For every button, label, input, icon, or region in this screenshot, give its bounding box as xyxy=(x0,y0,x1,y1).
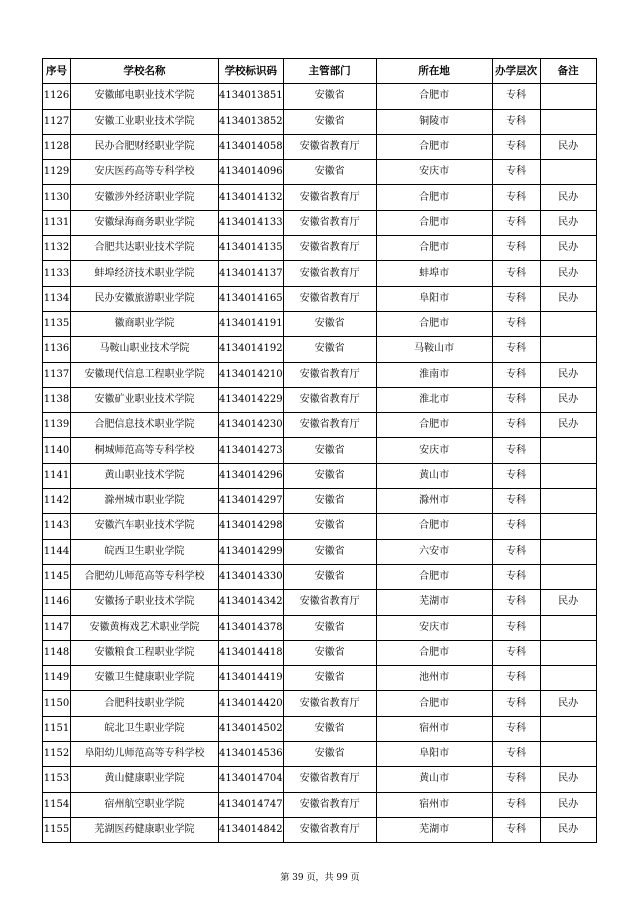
location-cell: 合肥市 xyxy=(376,564,492,589)
index-cell: 1129 xyxy=(43,160,71,185)
header-school-code: 学校标识码 xyxy=(219,59,284,84)
school-code-cell: 4134014297 xyxy=(219,489,284,514)
school-code-cell: 4134014419 xyxy=(219,666,284,691)
header-location: 所在地 xyxy=(376,59,492,84)
location-cell: 淮北市 xyxy=(376,387,492,412)
index-cell: 1130 xyxy=(43,185,71,210)
header-department: 主管部门 xyxy=(283,59,376,84)
school-code-cell: 4134014210 xyxy=(219,362,284,387)
department-cell: 安徽省教育厅 xyxy=(283,387,376,412)
location-cell: 铜陵市 xyxy=(376,109,492,134)
index-cell: 1154 xyxy=(43,792,71,817)
school-code-cell: 4134014096 xyxy=(219,160,284,185)
index-cell: 1152 xyxy=(43,742,71,767)
level-cell: 专科 xyxy=(492,84,540,109)
remark-cell xyxy=(540,438,596,463)
school-name-cell: 安徽现代信息工程职业学院 xyxy=(71,362,219,387)
school-name-cell: 马鞍山职业技术学院 xyxy=(71,337,219,362)
school-code-cell: 4134014420 xyxy=(219,691,284,716)
table-row xyxy=(43,109,597,134)
location-cell: 六安市 xyxy=(376,539,492,564)
school-code-cell: 4134014704 xyxy=(219,767,284,792)
remark-cell: 民办 xyxy=(540,286,596,311)
department-cell: 安徽省 xyxy=(283,438,376,463)
table-row xyxy=(43,615,597,640)
remark-cell: 民办 xyxy=(540,767,596,792)
level-cell: 专科 xyxy=(492,337,540,362)
level-cell: 专科 xyxy=(492,564,540,589)
location-cell: 黄山市 xyxy=(376,767,492,792)
school-name-cell: 皖西卫生职业学院 xyxy=(71,539,219,564)
department-cell: 安徽省教育厅 xyxy=(283,792,376,817)
location-cell: 安庆市 xyxy=(376,615,492,640)
location-cell: 合肥市 xyxy=(376,134,492,159)
remark-cell xyxy=(540,640,596,665)
index-cell: 1144 xyxy=(43,539,71,564)
page-footer: 第 39 页，共 99 页 xyxy=(280,873,360,883)
table-row xyxy=(43,564,597,589)
level-cell: 专科 xyxy=(492,134,540,159)
department-cell: 安徽省教育厅 xyxy=(283,261,376,286)
index-cell: 1147 xyxy=(43,615,71,640)
index-cell: 1135 xyxy=(43,311,71,336)
table-row xyxy=(43,590,597,615)
index-cell: 1128 xyxy=(43,134,71,159)
school-code-cell: 4134014298 xyxy=(219,514,284,539)
table-row xyxy=(43,311,597,336)
remark-cell xyxy=(540,337,596,362)
remark-cell: 民办 xyxy=(540,413,596,438)
level-cell: 专科 xyxy=(492,817,540,842)
index-cell: 1148 xyxy=(43,640,71,665)
school-code-cell: 4134014536 xyxy=(219,742,284,767)
level-cell: 专科 xyxy=(492,792,540,817)
location-cell: 黄山市 xyxy=(376,463,492,488)
location-cell: 安庆市 xyxy=(376,438,492,463)
location-cell: 阜阳市 xyxy=(376,742,492,767)
index-cell: 1145 xyxy=(43,564,71,589)
index-cell: 1141 xyxy=(43,463,71,488)
index-cell: 1140 xyxy=(43,438,71,463)
department-cell: 安徽省教育厅 xyxy=(283,134,376,159)
location-cell: 合肥市 xyxy=(376,514,492,539)
table-row xyxy=(43,160,597,185)
location-cell: 合肥市 xyxy=(376,84,492,109)
remark-cell xyxy=(540,311,596,336)
school-code-cell: 4134014299 xyxy=(219,539,284,564)
remark-cell: 民办 xyxy=(540,362,596,387)
school-name-cell: 合肥信息技术职业学院 xyxy=(71,413,219,438)
department-cell: 安徽省 xyxy=(283,84,376,109)
school-name-cell: 滁州城市职业学院 xyxy=(71,489,219,514)
index-cell: 1139 xyxy=(43,413,71,438)
location-cell: 芜湖市 xyxy=(376,817,492,842)
department-cell: 安徽省 xyxy=(283,716,376,741)
table-row xyxy=(43,438,597,463)
level-cell: 专科 xyxy=(492,590,540,615)
remark-cell xyxy=(540,564,596,589)
table-row xyxy=(43,463,597,488)
department-cell: 安徽省 xyxy=(283,742,376,767)
level-cell: 专科 xyxy=(492,514,540,539)
level-cell: 专科 xyxy=(492,539,540,564)
index-cell: 1133 xyxy=(43,261,71,286)
school-code-cell: 4134014273 xyxy=(219,438,284,463)
level-cell: 专科 xyxy=(492,261,540,286)
table-row xyxy=(43,413,597,438)
index-cell: 1137 xyxy=(43,362,71,387)
level-cell: 专科 xyxy=(492,311,540,336)
level-cell: 专科 xyxy=(492,767,540,792)
level-cell: 专科 xyxy=(492,489,540,514)
school-name-cell: 安徽卫生健康职业学院 xyxy=(71,666,219,691)
remark-cell xyxy=(540,489,596,514)
department-cell: 安徽省教育厅 xyxy=(283,185,376,210)
level-cell: 专科 xyxy=(492,666,540,691)
level-cell: 专科 xyxy=(492,463,540,488)
index-cell: 1155 xyxy=(43,817,71,842)
location-cell: 宿州市 xyxy=(376,792,492,817)
table-row xyxy=(43,210,597,235)
remark-cell xyxy=(540,160,596,185)
location-cell: 淮南市 xyxy=(376,362,492,387)
level-cell: 专科 xyxy=(492,640,540,665)
location-cell: 合肥市 xyxy=(376,311,492,336)
department-cell: 安徽省 xyxy=(283,311,376,336)
remark-cell: 民办 xyxy=(540,387,596,412)
index-cell: 1153 xyxy=(43,767,71,792)
department-cell: 安徽省教育厅 xyxy=(283,767,376,792)
school-name-cell: 黄山健康职业学院 xyxy=(71,767,219,792)
school-name-cell: 安徽绿海商务职业学院 xyxy=(71,210,219,235)
table-row xyxy=(43,767,597,792)
table-row xyxy=(43,134,597,159)
location-cell: 滁州市 xyxy=(376,489,492,514)
level-cell: 专科 xyxy=(492,109,540,134)
school-code-cell: 4134014133 xyxy=(219,210,284,235)
remark-cell: 民办 xyxy=(540,792,596,817)
school-name-cell: 徽商职业学院 xyxy=(71,311,219,336)
school-code-cell: 4134014230 xyxy=(219,413,284,438)
table-row xyxy=(43,640,597,665)
department-cell: 安徽省 xyxy=(283,463,376,488)
index-cell: 1151 xyxy=(43,716,71,741)
school-name-cell: 安徽工业职业技术学院 xyxy=(71,109,219,134)
table-row xyxy=(43,489,597,514)
level-cell: 专科 xyxy=(492,742,540,767)
remark-cell xyxy=(540,615,596,640)
index-cell: 1127 xyxy=(43,109,71,134)
remark-cell xyxy=(540,463,596,488)
location-cell: 合肥市 xyxy=(376,691,492,716)
remark-cell: 民办 xyxy=(540,691,596,716)
school-code-cell: 4134014229 xyxy=(219,387,284,412)
department-cell: 安徽省 xyxy=(283,337,376,362)
table-row xyxy=(43,792,597,817)
remark-cell: 民办 xyxy=(540,134,596,159)
school-code-cell: 4134014165 xyxy=(219,286,284,311)
header-level: 办学层次 xyxy=(492,59,540,84)
department-cell: 安徽省 xyxy=(283,539,376,564)
table-row xyxy=(43,691,597,716)
school-code-cell: 4134014378 xyxy=(219,615,284,640)
school-name-cell: 蚌埠经济技术职业学院 xyxy=(71,261,219,286)
level-cell: 专科 xyxy=(492,185,540,210)
level-cell: 专科 xyxy=(492,286,540,311)
school-code-cell: 4134014135 xyxy=(219,236,284,261)
department-cell: 安徽省 xyxy=(283,640,376,665)
school-name-cell: 安徽矿业职业技术学院 xyxy=(71,387,219,412)
school-name-cell: 阜阳幼儿师范高等专科学校 xyxy=(71,742,219,767)
department-cell: 安徽省 xyxy=(283,109,376,134)
remark-cell: 民办 xyxy=(540,185,596,210)
remark-cell xyxy=(540,539,596,564)
table-row xyxy=(43,84,597,109)
department-cell: 安徽省 xyxy=(283,489,376,514)
level-cell: 专科 xyxy=(492,438,540,463)
remark-cell: 民办 xyxy=(540,261,596,286)
remark-cell xyxy=(540,666,596,691)
location-cell: 合肥市 xyxy=(376,236,492,261)
index-cell: 1134 xyxy=(43,286,71,311)
index-cell: 1146 xyxy=(43,590,71,615)
school-code-cell: 4134014191 xyxy=(219,311,284,336)
school-name-cell: 民办安徽旅游职业学院 xyxy=(71,286,219,311)
school-name-cell: 民办合肥财经职业学院 xyxy=(71,134,219,159)
index-cell: 1136 xyxy=(43,337,71,362)
index-cell: 1149 xyxy=(43,666,71,691)
school-name-cell: 宿州航空职业学院 xyxy=(71,792,219,817)
remark-cell xyxy=(540,514,596,539)
school-code-cell: 4134014192 xyxy=(219,337,284,362)
school-code-cell: 4134014058 xyxy=(219,134,284,159)
department-cell: 安徽省 xyxy=(283,564,376,589)
school-name-cell: 合肥共达职业技术学院 xyxy=(71,236,219,261)
school-code-cell: 4134014418 xyxy=(219,640,284,665)
school-name-cell: 芜湖医药健康职业学院 xyxy=(71,817,219,842)
location-cell: 阜阳市 xyxy=(376,286,492,311)
department-cell: 安徽省教育厅 xyxy=(283,590,376,615)
level-cell: 专科 xyxy=(492,716,540,741)
department-cell: 安徽省教育厅 xyxy=(283,362,376,387)
location-cell: 蚌埠市 xyxy=(376,261,492,286)
school-name-cell: 皖北卫生职业学院 xyxy=(71,716,219,741)
school-name-cell: 安徽涉外经济职业学院 xyxy=(71,185,219,210)
level-cell: 专科 xyxy=(492,362,540,387)
index-cell: 1150 xyxy=(43,691,71,716)
department-cell: 安徽省 xyxy=(283,514,376,539)
school-code-cell: 4134014330 xyxy=(219,564,284,589)
school-code-cell: 4134014296 xyxy=(219,463,284,488)
location-cell: 安庆市 xyxy=(376,160,492,185)
remark-cell: 民办 xyxy=(540,236,596,261)
school-code-cell: 4134014132 xyxy=(219,185,284,210)
department-cell: 安徽省 xyxy=(283,666,376,691)
department-cell: 安徽省教育厅 xyxy=(283,286,376,311)
level-cell: 专科 xyxy=(492,236,540,261)
department-cell: 安徽省教育厅 xyxy=(283,817,376,842)
school-code-cell: 4134014502 xyxy=(219,716,284,741)
department-cell: 安徽省教育厅 xyxy=(283,210,376,235)
level-cell: 专科 xyxy=(492,615,540,640)
school-list-table xyxy=(42,58,597,843)
school-name-cell: 黄山职业技术学院 xyxy=(71,463,219,488)
table-row xyxy=(43,817,597,842)
school-code-cell: 4134014842 xyxy=(219,817,284,842)
table-row xyxy=(43,666,597,691)
header-index: 序号 xyxy=(43,59,71,84)
school-code-cell: 4134014137 xyxy=(219,261,284,286)
index-cell: 1132 xyxy=(43,236,71,261)
index-cell: 1142 xyxy=(43,489,71,514)
department-cell: 安徽省教育厅 xyxy=(283,691,376,716)
table-row xyxy=(43,716,597,741)
level-cell: 专科 xyxy=(492,160,540,185)
school-name-cell: 桐城师范高等专科学校 xyxy=(71,438,219,463)
level-cell: 专科 xyxy=(492,387,540,412)
school-code-cell: 4134013851 xyxy=(219,84,284,109)
table-row xyxy=(43,362,597,387)
school-name-cell: 合肥幼儿师范高等专科学校 xyxy=(71,564,219,589)
location-cell: 芜湖市 xyxy=(376,590,492,615)
school-name-cell: 安庆医药高等专科学校 xyxy=(71,160,219,185)
level-cell: 专科 xyxy=(492,210,540,235)
remark-cell: 民办 xyxy=(540,590,596,615)
department-cell: 安徽省教育厅 xyxy=(283,236,376,261)
index-cell: 1138 xyxy=(43,387,71,412)
location-cell: 池州市 xyxy=(376,666,492,691)
location-cell: 马鞍山市 xyxy=(376,337,492,362)
table-row xyxy=(43,236,597,261)
table-row xyxy=(43,514,597,539)
department-cell: 安徽省 xyxy=(283,615,376,640)
remark-cell: 民办 xyxy=(540,210,596,235)
header-school-name: 学校名称 xyxy=(71,59,219,84)
school-code-cell: 4134014342 xyxy=(219,590,284,615)
table-header-row xyxy=(43,59,597,84)
school-code-cell: 4134014747 xyxy=(219,792,284,817)
index-cell: 1126 xyxy=(43,84,71,109)
school-name-cell: 安徽扬子职业技术学院 xyxy=(71,590,219,615)
department-cell: 安徽省 xyxy=(283,160,376,185)
location-cell: 合肥市 xyxy=(376,185,492,210)
remark-cell xyxy=(540,742,596,767)
school-name-cell: 合肥科技职业学院 xyxy=(71,691,219,716)
location-cell: 合肥市 xyxy=(376,210,492,235)
department-cell: 安徽省教育厅 xyxy=(283,413,376,438)
index-cell: 1143 xyxy=(43,514,71,539)
school-code-cell: 4134013852 xyxy=(219,109,284,134)
location-cell: 合肥市 xyxy=(376,640,492,665)
table-row xyxy=(43,185,597,210)
level-cell: 专科 xyxy=(492,413,540,438)
school-name-cell: 安徽粮食工程职业学院 xyxy=(71,640,219,665)
level-cell: 专科 xyxy=(492,691,540,716)
location-cell: 合肥市 xyxy=(376,413,492,438)
school-name-cell: 安徽邮电职业技术学院 xyxy=(71,84,219,109)
location-cell: 宿州市 xyxy=(376,716,492,741)
table-row xyxy=(43,261,597,286)
table-row xyxy=(43,286,597,311)
table-row xyxy=(43,387,597,412)
header-remark: 备注 xyxy=(540,59,596,84)
school-name-cell: 安徽汽车职业技术学院 xyxy=(71,514,219,539)
remark-cell xyxy=(540,716,596,741)
school-name-cell: 安徽黄梅戏艺术职业学院 xyxy=(71,615,219,640)
table-row xyxy=(43,539,597,564)
remark-cell xyxy=(540,109,596,134)
remark-cell: 民办 xyxy=(540,817,596,842)
index-cell: 1131 xyxy=(43,210,71,235)
table-row xyxy=(43,337,597,362)
table-row xyxy=(43,742,597,767)
remark-cell xyxy=(540,84,596,109)
